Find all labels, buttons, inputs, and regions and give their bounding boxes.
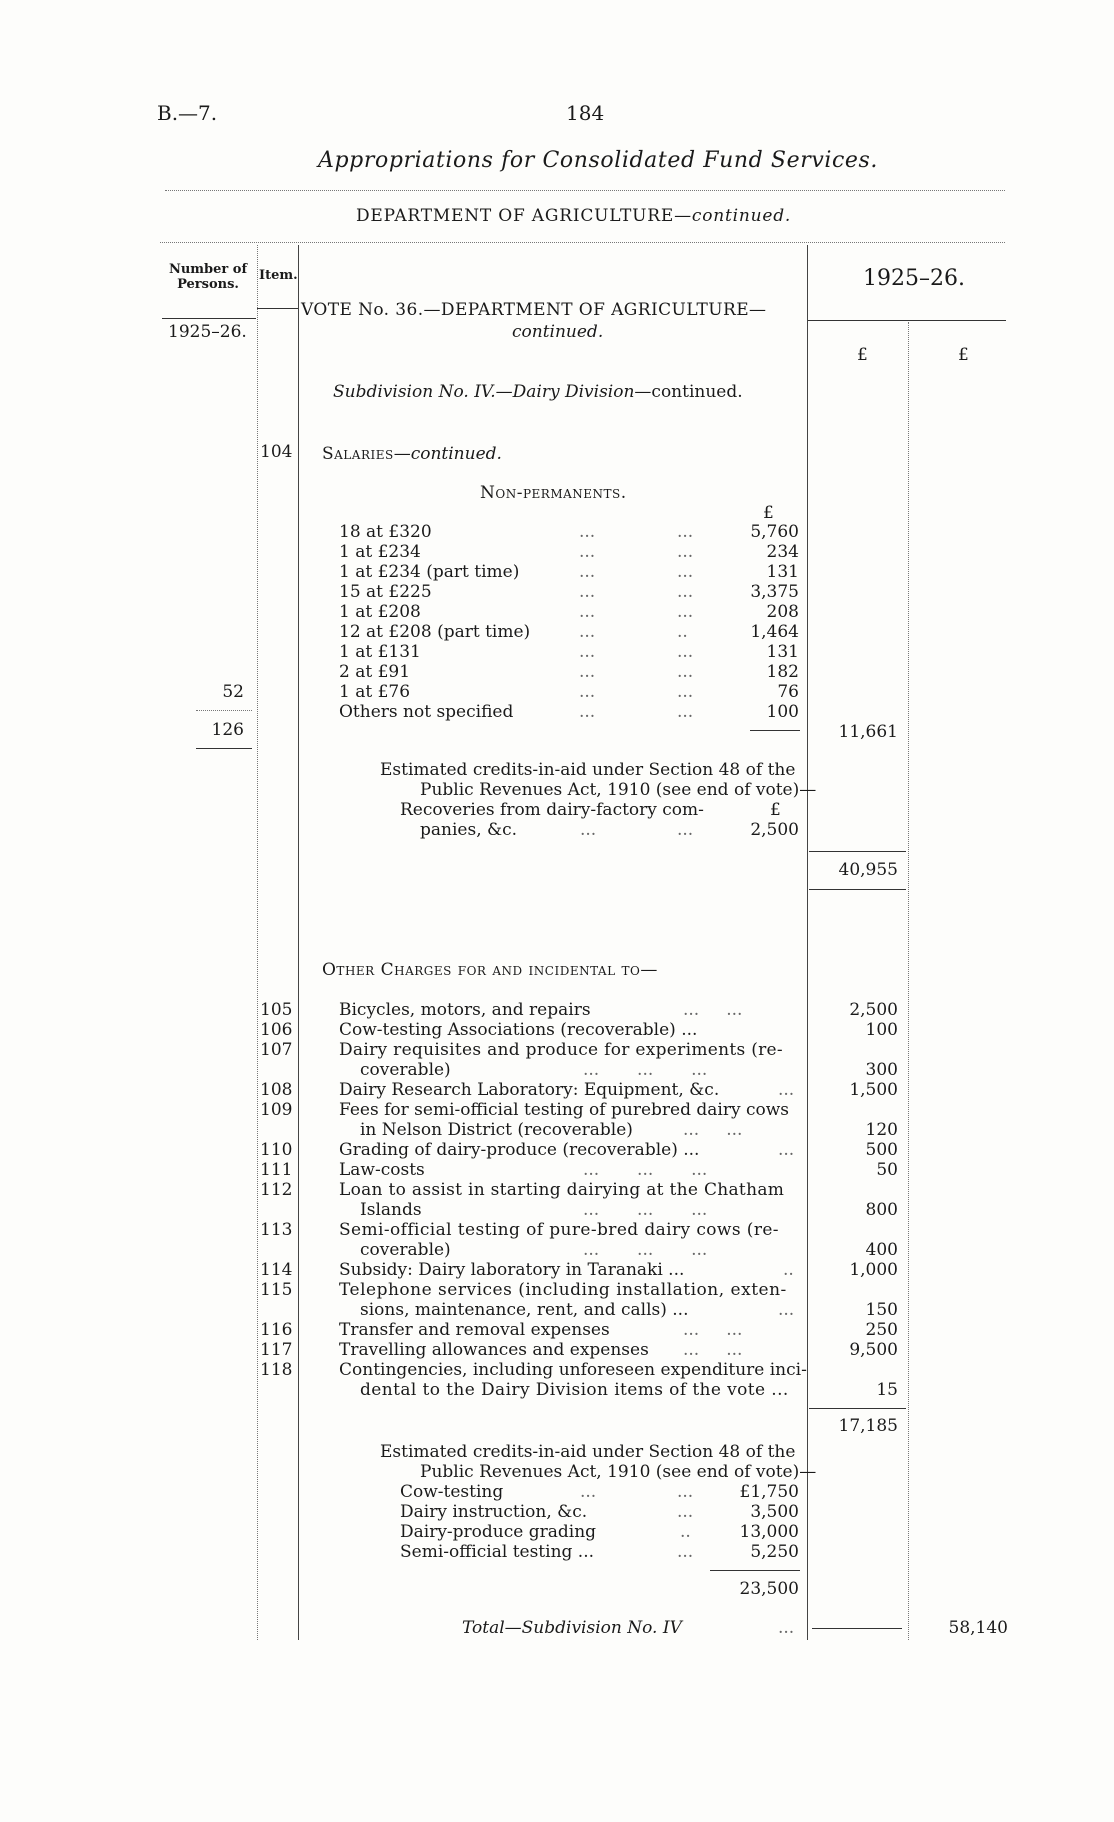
year-header-left: 1925–26. bbox=[168, 322, 247, 342]
grand-total-rule-top bbox=[809, 851, 906, 852]
item-number: 117 bbox=[260, 1340, 293, 1360]
dot-leader: .. bbox=[783, 1260, 794, 1280]
charge-label: Telephone services (including installation, exten- bbox=[339, 1280, 787, 1300]
charge-amount: 300 bbox=[865, 1060, 898, 1080]
salaries-credits-line4: panies, &c. bbox=[420, 820, 518, 840]
credit-label: Cow-testing bbox=[400, 1482, 504, 1502]
charge-label: Grading of dairy-produce (recoverable) ... bbox=[339, 1140, 700, 1160]
dot-leader: ... ... ... bbox=[583, 1160, 708, 1180]
persons-subtotal: 52 bbox=[222, 682, 244, 702]
charge-amount: 120 bbox=[865, 1120, 898, 1140]
credit-label: Semi-official testing ... bbox=[400, 1542, 595, 1562]
table-top-rule bbox=[160, 242, 1005, 243]
salary-row: 18 at £320 ... ... 5,760 bbox=[339, 522, 799, 542]
charge-label: Cow-testing Associations (recoverable) ... bbox=[339, 1020, 698, 1040]
salary-amount: 131 bbox=[766, 642, 799, 662]
salary-label: 1 at £131 bbox=[339, 642, 421, 662]
grand-total-rule-bottom bbox=[809, 889, 906, 890]
credit-amount: 5,250 bbox=[750, 1542, 799, 1562]
salary-label: 12 at £208 (part time) bbox=[339, 622, 531, 642]
item-number: 105 bbox=[260, 1000, 293, 1020]
salaries-label: Salaries bbox=[322, 444, 394, 464]
charges-credits-line2: Public Revenues Act, 1910 (see end of vote)— bbox=[420, 1462, 817, 1482]
charge-label-cont: Islands bbox=[360, 1200, 422, 1220]
charge-label: Fees for semi-official testing of purebred dairy cows bbox=[339, 1100, 789, 1120]
item-number: 115 bbox=[260, 1280, 293, 1300]
charge-label: Dairy requisites and produce for experiments (re- bbox=[339, 1040, 783, 1060]
charge-label-cont: coverable) bbox=[360, 1060, 451, 1080]
salary-row: 1 at £234 (part time) ... ... 131 bbox=[339, 562, 799, 582]
charge-label: Travelling allowances and expenses bbox=[339, 1340, 649, 1360]
item-number: 107 bbox=[260, 1040, 293, 1060]
salary-amount: 5,760 bbox=[750, 522, 799, 542]
salaries-credits-line2: Public Revenues Act, 1910 (see end of vote)— bbox=[420, 780, 817, 800]
document-reference: B.—7. bbox=[157, 101, 218, 125]
subdivision-heading bbox=[333, 382, 743, 402]
item-number: 111 bbox=[260, 1160, 293, 1180]
charge-amount: 250 bbox=[865, 1320, 898, 1340]
dot-leader: ... bbox=[778, 1080, 795, 1100]
dot-leader: ... bbox=[580, 820, 597, 840]
subdivision-continued: —continued. bbox=[634, 382, 743, 402]
salary-row: 12 at £208 (part time) ... .. 1,464 bbox=[339, 622, 799, 642]
salary-amount: 100 bbox=[766, 702, 799, 722]
charge-amount: 1,500 bbox=[849, 1080, 898, 1100]
charge-amount: 15 bbox=[876, 1380, 898, 1400]
salary-amount: 234 bbox=[766, 542, 799, 562]
salaries-credits-line3: Recoveries from dairy-factory com- bbox=[400, 800, 704, 820]
salary-amount: 131 bbox=[766, 562, 799, 582]
salary-label: 1 at £234 (part time) bbox=[339, 562, 520, 582]
credit-row: Dairy instruction, &c. ... 3,500 bbox=[400, 1502, 799, 1522]
salary-row: 1 at £131 ... ... 131 bbox=[339, 642, 799, 662]
salary-label: 2 at £91 bbox=[339, 662, 411, 682]
credits-total: 23,500 bbox=[739, 1579, 799, 1599]
salary-label: 1 at £208 bbox=[339, 602, 421, 622]
charge-amount: 50 bbox=[876, 1160, 898, 1180]
item-header-rule bbox=[257, 308, 299, 309]
item-header: Item. bbox=[259, 268, 298, 283]
salaries-pound-sign: £ bbox=[763, 503, 774, 523]
charge-amount: 100 bbox=[865, 1020, 898, 1040]
page-title: Appropriations for Consolidated Fund Services. bbox=[318, 148, 879, 173]
dot-leader: ... ... ... bbox=[583, 1060, 708, 1080]
persons-total-rule bbox=[196, 748, 252, 749]
department-heading bbox=[356, 206, 791, 226]
item-number: 109 bbox=[260, 1100, 293, 1120]
salaries-grand-total: 40,955 bbox=[838, 860, 898, 880]
item-column-rule bbox=[298, 245, 299, 1640]
charge-label: Contingencies, including unforeseen expenditure inci- bbox=[339, 1360, 807, 1380]
dot-leader: ... ... bbox=[683, 1320, 743, 1340]
other-charges-heading: Other Charges for and incidental to— bbox=[322, 960, 658, 980]
salary-amount: 182 bbox=[766, 662, 799, 682]
dot-leader: ... bbox=[778, 1618, 795, 1638]
salary-label: 18 at £320 bbox=[339, 522, 432, 542]
dot-leader: ... bbox=[778, 1300, 795, 1320]
number-of-persons-header: Number of Persons. bbox=[168, 262, 248, 292]
charge-label-cont: dental to the Dairy Division items of the vote ... bbox=[360, 1380, 789, 1400]
amount-header-rule bbox=[808, 320, 1006, 321]
dot-leader: ... ... bbox=[683, 1120, 743, 1140]
salary-row: 1 at £208 ... ... 208 bbox=[339, 602, 799, 622]
charge-amount: 400 bbox=[865, 1240, 898, 1260]
item-number: 116 bbox=[260, 1320, 293, 1340]
subdivision-total-amount: 58,140 bbox=[948, 1618, 1008, 1638]
credit-row: Cow-testing ... ... £1,750 bbox=[400, 1482, 799, 1502]
charges-credits-line1: Estimated credits-in-aid under Section 48 of the bbox=[380, 1442, 796, 1462]
charge-label-cont: sions, maintenance, rent, and calls) ... bbox=[360, 1300, 689, 1320]
year-header-right: 1925–26. bbox=[863, 266, 965, 291]
item-number: 108 bbox=[260, 1080, 293, 1100]
credit-row: Dairy-produce grading .. 13,000 bbox=[400, 1522, 799, 1542]
item-number: 110 bbox=[260, 1140, 293, 1160]
other-charges-total-rule bbox=[809, 1408, 906, 1409]
department-name: DEPARTMENT OF AGRICULTURE bbox=[356, 206, 675, 226]
dot-leader: ... bbox=[677, 820, 694, 840]
item-number: 112 bbox=[260, 1180, 293, 1200]
charge-amount: 1,000 bbox=[849, 1260, 898, 1280]
salaries-total-rule bbox=[750, 730, 800, 731]
persons-total: 126 bbox=[211, 720, 244, 740]
dot-leader: ... ... ... bbox=[583, 1240, 708, 1260]
credit-amount: £1,750 bbox=[739, 1482, 799, 1502]
salary-amount: 76 bbox=[777, 682, 799, 702]
salary-row: Others not specified ... ... 100 bbox=[339, 702, 799, 722]
salary-label: 1 at £76 bbox=[339, 682, 411, 702]
pound-header-1: £ bbox=[857, 345, 868, 365]
charge-amount: 500 bbox=[865, 1140, 898, 1160]
charge-label: Subsidy: Dairy laboratory in Taranaki ... bbox=[339, 1260, 685, 1280]
salaries-credits-line1: Estimated credits-in-aid under Section 48 of the bbox=[380, 760, 796, 780]
charge-label-cont: in Nelson District (recoverable) bbox=[360, 1120, 633, 1140]
charge-amount: 2,500 bbox=[849, 1000, 898, 1020]
item-number: 113 bbox=[260, 1220, 293, 1240]
salaries-item-number: 104 bbox=[260, 442, 293, 462]
salary-amount: 1,464 bbox=[750, 622, 799, 642]
pound-header-2: £ bbox=[958, 345, 969, 365]
item-number: 114 bbox=[260, 1260, 293, 1280]
vote-title: VOTE No. 36.—DEPARTMENT OF AGRICULTURE— bbox=[301, 300, 767, 320]
salaries-continued: —continued. bbox=[393, 444, 502, 464]
salary-row: 2 at £91 ... ... 182 bbox=[339, 662, 799, 682]
department-continued: —continued. bbox=[674, 206, 792, 226]
charge-amount: 800 bbox=[865, 1200, 898, 1220]
dot-leader: ... ... bbox=[683, 1000, 743, 1020]
salaries-credits-pound: £ bbox=[770, 800, 781, 820]
credits-total-rule bbox=[710, 1570, 800, 1571]
amount-column-rule bbox=[807, 245, 808, 1640]
charge-label-cont: coverable) bbox=[360, 1240, 451, 1260]
item-number: 106 bbox=[260, 1020, 293, 1040]
other-charges-total: 17,185 bbox=[838, 1416, 898, 1436]
non-permanents-heading: Non-permanents. bbox=[480, 483, 627, 503]
dot-leader: ... bbox=[778, 1140, 795, 1160]
salary-amount: 3,375 bbox=[750, 582, 799, 602]
title-divider bbox=[165, 190, 1005, 191]
credit-amount: 13,000 bbox=[739, 1522, 799, 1542]
salary-row: 1 at £234 ... ... 234 bbox=[339, 542, 799, 562]
persons-header-rule bbox=[162, 318, 256, 319]
credit-label: Dairy instruction, &c. bbox=[400, 1502, 588, 1522]
salary-label: Others not specified bbox=[339, 702, 514, 722]
charge-label: Loan to assist in starting dairying at the Chatham bbox=[339, 1180, 785, 1200]
salaries-heading bbox=[322, 444, 502, 464]
subdivision-total-rule bbox=[812, 1628, 902, 1629]
charge-label: Transfer and removal expenses bbox=[339, 1320, 610, 1340]
dot-leader: ... ... ... bbox=[583, 1200, 708, 1220]
credit-row: Semi-official testing ... ... 5,250 bbox=[400, 1542, 799, 1562]
persons-subtotal-rule bbox=[196, 710, 252, 711]
charge-amount: 150 bbox=[865, 1300, 898, 1320]
amount-split-rule bbox=[908, 322, 909, 1640]
page-number: 184 bbox=[566, 101, 605, 125]
vote-continued: continued. bbox=[512, 322, 604, 342]
salary-row: 1 at £76 ... ... 76 bbox=[339, 682, 799, 702]
credit-label: Dairy-produce grading bbox=[400, 1522, 597, 1542]
item-number: 118 bbox=[260, 1360, 293, 1380]
salary-row: 15 at £225 ... ... 3,375 bbox=[339, 582, 799, 602]
dot-leader: ... ... bbox=[683, 1340, 743, 1360]
charge-label: Law-costs bbox=[339, 1160, 425, 1180]
charge-amount: 9,500 bbox=[849, 1340, 898, 1360]
salary-label: 1 at £234 bbox=[339, 542, 421, 562]
charge-label: Semi-official testing of pure-bred dairy cows (re- bbox=[339, 1220, 779, 1240]
salary-label: 15 at £225 bbox=[339, 582, 432, 602]
charge-label: Bicycles, motors, and repairs bbox=[339, 1000, 591, 1020]
salary-amount: 208 bbox=[766, 602, 799, 622]
persons-column-rule bbox=[257, 245, 258, 1640]
charge-label: Dairy Research Laboratory: Equipment, &c. bbox=[339, 1080, 720, 1100]
subdivision-name: Subdivision No. IV.—Dairy Division bbox=[333, 382, 635, 402]
salaries-credits-amount: 2,500 bbox=[750, 820, 799, 840]
subdivision-total-label: Total—Subdivision No. IV bbox=[462, 1618, 682, 1638]
salaries-total: 11,661 bbox=[838, 722, 898, 742]
credit-amount: 3,500 bbox=[750, 1502, 799, 1522]
